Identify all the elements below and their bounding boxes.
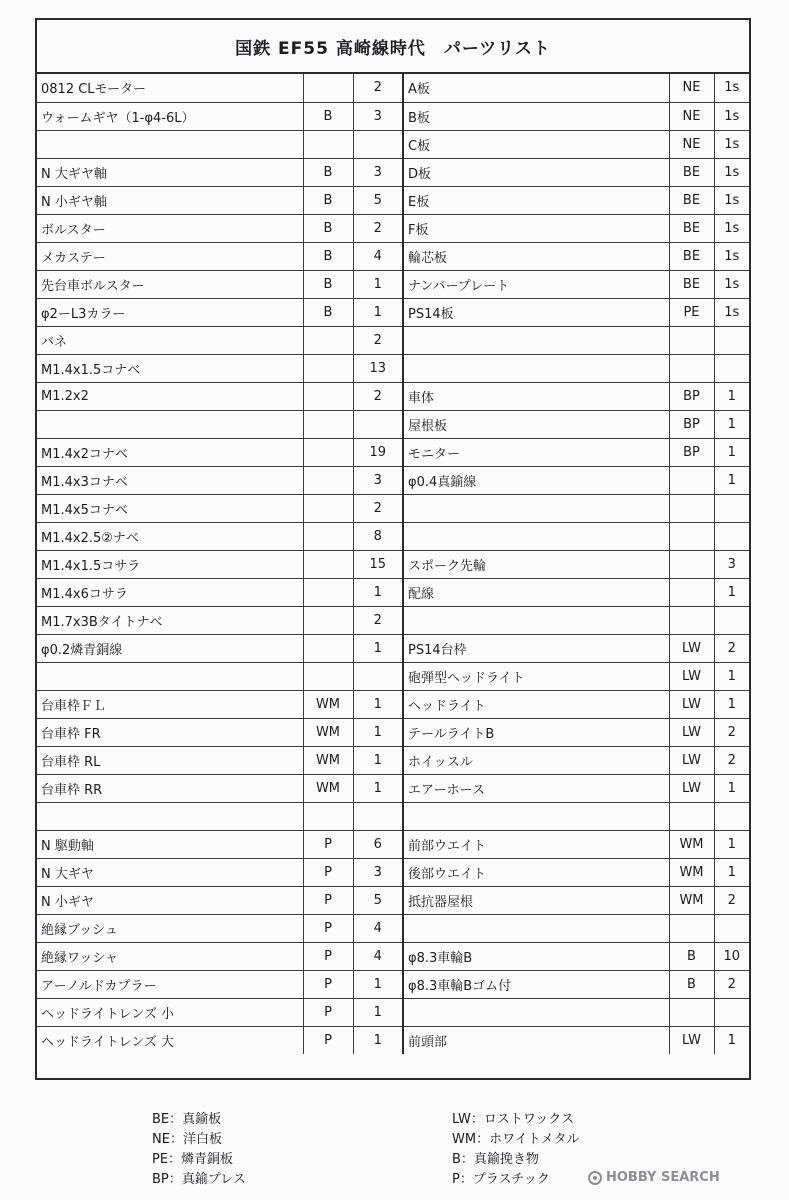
right-part-name: モニター <box>403 438 669 466</box>
right-part-qty <box>714 354 749 382</box>
left-part-material <box>303 606 353 634</box>
right-part-name: スポーク先輪 <box>403 550 669 578</box>
left-part-name <box>37 662 303 690</box>
right-part-qty: 1 <box>714 662 749 690</box>
parts-row <box>37 130 749 158</box>
right-part-name: 砲弾型ヘッドライト <box>403 662 669 690</box>
hobby-search-logo-icon <box>588 1171 602 1185</box>
right-part-qty: 1 <box>714 858 749 886</box>
right-part-name <box>403 494 669 522</box>
left-part-qty: 4 <box>353 242 403 270</box>
parts-list-sheet <box>35 18 751 1080</box>
right-part-qty <box>714 998 749 1026</box>
parts-row <box>37 102 749 130</box>
parts-row <box>37 550 749 578</box>
left-part-material: B <box>303 102 353 130</box>
right-part-name: エアーホース <box>403 774 669 802</box>
right-part-qty <box>714 494 749 522</box>
parts-row <box>37 998 749 1026</box>
right-part-qty: 2 <box>714 746 749 774</box>
parts-row <box>37 74 749 102</box>
left-part-material: P <box>303 914 353 942</box>
right-part-material: LW <box>669 662 714 690</box>
left-part-qty: 1 <box>353 718 403 746</box>
left-part-material: B <box>303 242 353 270</box>
left-part-qty: 5 <box>353 186 403 214</box>
left-part-qty: 3 <box>353 466 403 494</box>
legend-left-column <box>152 1110 246 1190</box>
left-part-material: P <box>303 942 353 970</box>
right-part-name <box>403 354 669 382</box>
left-part-material: P <box>303 830 353 858</box>
right-part-name <box>403 606 669 634</box>
left-part-qty: 1 <box>353 634 403 662</box>
left-part-name: ヘッドライトレンズ 大 <box>37 1026 303 1054</box>
left-part-qty: 1 <box>353 298 403 326</box>
left-part-material: WM <box>303 718 353 746</box>
parts-row <box>37 354 749 382</box>
right-part-material: BP <box>669 410 714 438</box>
left-part-name: メカステー <box>37 242 303 270</box>
parts-row <box>37 214 749 242</box>
right-part-material: LW <box>669 718 714 746</box>
left-part-material <box>303 354 353 382</box>
right-part-qty <box>714 326 749 354</box>
right-part-material: BP <box>669 438 714 466</box>
right-part-name: 車体 <box>403 382 669 410</box>
legend-item: WM：ホワイトメタル <box>452 1132 580 1147</box>
right-part-qty: 1s <box>714 298 749 326</box>
right-part-qty: 1 <box>714 578 749 606</box>
left-part-material: B <box>303 214 353 242</box>
left-part-material: WM <box>303 746 353 774</box>
left-part-material <box>303 410 353 438</box>
left-part-name: N 小ギヤ <box>37 886 303 914</box>
left-part-name: 台車枠 RR <box>37 774 303 802</box>
left-part-name: M1.4x6コサラ <box>37 578 303 606</box>
right-part-qty: 1s <box>714 214 749 242</box>
parts-row <box>37 718 749 746</box>
right-part-material: BE <box>669 158 714 186</box>
left-part-name: M1.4x1.5コサラ <box>37 550 303 578</box>
left-part-qty: 6 <box>353 830 403 858</box>
right-part-name: ホイッスル <box>403 746 669 774</box>
right-part-qty: 1s <box>714 242 749 270</box>
right-part-material <box>669 522 714 550</box>
left-part-material: B <box>303 298 353 326</box>
right-part-material: LW <box>669 634 714 662</box>
right-part-name: PS14板 <box>403 298 669 326</box>
parts-row <box>37 494 749 522</box>
parts-row <box>37 438 749 466</box>
left-part-material <box>303 578 353 606</box>
legend-right-column <box>452 1110 580 1190</box>
right-part-qty: 2 <box>714 634 749 662</box>
right-part-name: C板 <box>403 130 669 158</box>
left-part-qty: 1 <box>353 774 403 802</box>
right-part-qty <box>714 522 749 550</box>
right-part-name: F板 <box>403 214 669 242</box>
left-part-qty: 2 <box>353 606 403 634</box>
left-part-qty: 2 <box>353 74 403 102</box>
right-part-material: LW <box>669 774 714 802</box>
right-part-qty: 1 <box>714 438 749 466</box>
page-title: 国鉄 EF55 高崎線時代 パーツリスト <box>235 38 551 59</box>
right-part-qty: 1s <box>714 74 749 102</box>
left-part-material: B <box>303 186 353 214</box>
parts-row <box>37 298 749 326</box>
right-part-name: φ0.4真鍮線 <box>403 466 669 494</box>
parts-row <box>37 690 749 718</box>
left-part-qty <box>353 662 403 690</box>
left-part-qty: 1 <box>353 970 403 998</box>
left-part-material: P <box>303 970 353 998</box>
parts-row <box>37 746 749 774</box>
left-part-qty: 1 <box>353 270 403 298</box>
right-part-qty: 1 <box>714 1026 749 1054</box>
left-part-qty <box>353 130 403 158</box>
right-part-qty: 1 <box>714 690 749 718</box>
left-part-material <box>303 382 353 410</box>
left-part-name: 台車枠 RL <box>37 746 303 774</box>
right-part-name <box>403 326 669 354</box>
right-part-name <box>403 914 669 942</box>
parts-row <box>37 970 749 998</box>
right-part-material: NE <box>669 102 714 130</box>
left-part-name: M1.4x2.5②ナベ <box>37 522 303 550</box>
legend-item: B：真鍮挽き物 <box>452 1152 539 1167</box>
right-part-qty: 1 <box>714 382 749 410</box>
left-part-name: N 小ギヤ軸 <box>37 186 303 214</box>
right-part-name: テールライトB <box>403 718 669 746</box>
left-part-name: N 駆動軸 <box>37 830 303 858</box>
parts-row <box>37 886 749 914</box>
left-part-qty: 4 <box>353 914 403 942</box>
right-part-name: B板 <box>403 102 669 130</box>
left-part-qty: 1 <box>353 1026 403 1054</box>
right-part-qty: 1s <box>714 102 749 130</box>
right-part-material: BE <box>669 270 714 298</box>
legend-item: NE：洋白板 <box>152 1132 222 1147</box>
right-part-material <box>669 326 714 354</box>
left-part-name: M1.4x3コナベ <box>37 466 303 494</box>
right-part-qty: 10 <box>714 942 749 970</box>
right-part-name: ヘッドライト <box>403 690 669 718</box>
left-part-name: M1.4x5コナベ <box>37 494 303 522</box>
right-part-qty <box>714 802 749 830</box>
right-part-material: WM <box>669 830 714 858</box>
right-part-material: BP <box>669 382 714 410</box>
right-part-name <box>403 998 669 1026</box>
parts-row <box>37 942 749 970</box>
left-part-name: ボルスター <box>37 214 303 242</box>
right-part-material: BE <box>669 186 714 214</box>
right-part-name: 輪芯板 <box>403 242 669 270</box>
right-part-qty: 2 <box>714 718 749 746</box>
left-part-material <box>303 438 353 466</box>
right-part-name: φ8.3車輪Bゴム付 <box>403 970 669 998</box>
legend-item: BE：真鍮板 <box>152 1112 222 1127</box>
right-part-qty: 1s <box>714 270 749 298</box>
right-part-name: D板 <box>403 158 669 186</box>
right-part-material: BE <box>669 242 714 270</box>
right-part-name: φ8.3車輪B <box>403 942 669 970</box>
legend-item: PE：燐青銅板 <box>152 1152 234 1167</box>
left-part-material: P <box>303 886 353 914</box>
right-part-material <box>669 998 714 1026</box>
right-part-material <box>669 606 714 634</box>
left-part-qty: 3 <box>353 858 403 886</box>
parts-row <box>37 522 749 550</box>
right-part-material <box>669 494 714 522</box>
parts-row <box>37 662 749 690</box>
left-part-material <box>303 326 353 354</box>
left-part-name: M1.4x2コナベ <box>37 438 303 466</box>
left-part-name: 絶縁ワッシャ <box>37 942 303 970</box>
right-part-name: 配線 <box>403 578 669 606</box>
left-part-qty: 2 <box>353 214 403 242</box>
right-part-qty: 1s <box>714 158 749 186</box>
right-part-material <box>669 914 714 942</box>
parts-row <box>37 830 749 858</box>
right-part-qty: 1 <box>714 830 749 858</box>
parts-row <box>37 634 749 662</box>
left-part-material: P <box>303 998 353 1026</box>
right-part-name: 前部ウエイト <box>403 830 669 858</box>
right-part-qty: 1 <box>714 774 749 802</box>
right-part-material: WM <box>669 886 714 914</box>
left-part-name: ウォームギヤ（1-φ4-6L） <box>37 102 303 130</box>
right-part-qty <box>714 914 749 942</box>
right-part-qty: 2 <box>714 886 749 914</box>
legend-item: BP：真鍮プレス <box>152 1172 246 1187</box>
right-part-material: LW <box>669 1026 714 1054</box>
right-part-name <box>403 522 669 550</box>
left-part-name: ヘッドライトレンズ 小 <box>37 998 303 1026</box>
left-part-qty: 4 <box>353 942 403 970</box>
left-part-qty <box>353 410 403 438</box>
right-part-material <box>669 802 714 830</box>
title-box <box>37 20 749 74</box>
right-part-material <box>669 550 714 578</box>
parts-row <box>37 858 749 886</box>
right-part-name: E板 <box>403 186 669 214</box>
parts-row <box>37 774 749 802</box>
left-part-material <box>303 550 353 578</box>
parts-row <box>37 326 749 354</box>
parts-row <box>37 802 749 830</box>
left-part-material <box>303 802 353 830</box>
right-part-qty: 1s <box>714 130 749 158</box>
right-part-material <box>669 578 714 606</box>
right-part-material: WM <box>669 858 714 886</box>
parts-row <box>37 382 749 410</box>
right-part-material: NE <box>669 130 714 158</box>
right-part-material: B <box>669 942 714 970</box>
left-part-name: M1.2x2 <box>37 382 303 410</box>
parts-table <box>37 74 749 1054</box>
right-part-name: 屋根板 <box>403 410 669 438</box>
parts-row <box>37 186 749 214</box>
parts-row <box>37 410 749 438</box>
right-part-qty: 1s <box>714 186 749 214</box>
left-part-qty: 2 <box>353 494 403 522</box>
right-part-material: B <box>669 970 714 998</box>
left-part-qty: 1 <box>353 690 403 718</box>
left-part-material <box>303 522 353 550</box>
parts-row <box>37 466 749 494</box>
right-part-material <box>669 466 714 494</box>
left-part-material <box>303 74 353 102</box>
left-part-qty: 3 <box>353 158 403 186</box>
left-part-material: WM <box>303 774 353 802</box>
left-part-qty: 2 <box>353 382 403 410</box>
left-part-name <box>37 802 303 830</box>
left-part-name: M1.4x1.5コナベ <box>37 354 303 382</box>
left-part-name: M1.7x3Bタイトナベ <box>37 606 303 634</box>
right-part-qty: 2 <box>714 970 749 998</box>
right-part-material: NE <box>669 74 714 102</box>
right-part-material: LW <box>669 690 714 718</box>
right-part-material: PE <box>669 298 714 326</box>
right-part-name: 抵抗器屋根 <box>403 886 669 914</box>
right-part-name: PS14台枠 <box>403 634 669 662</box>
right-part-qty: 1 <box>714 410 749 438</box>
parts-row <box>37 914 749 942</box>
right-part-qty: 1 <box>714 466 749 494</box>
parts-row <box>37 158 749 186</box>
left-part-material <box>303 130 353 158</box>
right-part-qty: 3 <box>714 550 749 578</box>
right-part-material <box>669 354 714 382</box>
left-part-material: B <box>303 270 353 298</box>
left-part-qty: 1 <box>353 578 403 606</box>
left-part-qty: 13 <box>353 354 403 382</box>
left-part-qty <box>353 802 403 830</box>
right-part-qty <box>714 606 749 634</box>
left-part-name: N 大ギヤ <box>37 858 303 886</box>
right-part-name: A板 <box>403 74 669 102</box>
left-part-name <box>37 130 303 158</box>
left-part-name: バネ <box>37 326 303 354</box>
left-part-name <box>37 410 303 438</box>
left-part-material: P <box>303 1026 353 1054</box>
left-part-material <box>303 634 353 662</box>
left-part-name: 台車枠 FR <box>37 718 303 746</box>
left-part-material <box>303 466 353 494</box>
left-part-name: アーノルドカプラー <box>37 970 303 998</box>
right-part-material: BE <box>669 214 714 242</box>
legend-item: P：プラスチック <box>452 1172 550 1187</box>
left-part-material: P <box>303 858 353 886</box>
left-part-name: φ2ーL3カラー <box>37 298 303 326</box>
left-part-name: 先台車ボルスター <box>37 270 303 298</box>
left-part-qty: 1 <box>353 998 403 1026</box>
left-part-qty: 1 <box>353 746 403 774</box>
parts-row <box>37 270 749 298</box>
left-part-qty: 8 <box>353 522 403 550</box>
left-part-qty: 2 <box>353 326 403 354</box>
left-part-material <box>303 494 353 522</box>
parts-row <box>37 1026 749 1054</box>
left-part-name: 0812 CLモーター <box>37 74 303 102</box>
left-part-name: N 大ギヤ軸 <box>37 158 303 186</box>
watermark <box>588 1170 720 1185</box>
right-part-material: LW <box>669 746 714 774</box>
watermark-text: HOBBY SEARCH <box>606 1170 720 1185</box>
left-part-name: 絶縁ブッシュ <box>37 914 303 942</box>
right-part-name <box>403 802 669 830</box>
right-part-name: 前頭部 <box>403 1026 669 1054</box>
left-part-material: B <box>303 158 353 186</box>
left-part-material <box>303 662 353 690</box>
left-part-qty: 5 <box>353 886 403 914</box>
parts-row <box>37 242 749 270</box>
left-part-name: φ0.2燐青銅線 <box>37 634 303 662</box>
parts-row <box>37 606 749 634</box>
left-part-name: 台車枠ＦＬ <box>37 690 303 718</box>
left-part-qty: 19 <box>353 438 403 466</box>
right-part-name: ナンバープレート <box>403 270 669 298</box>
left-part-material: WM <box>303 690 353 718</box>
right-part-name: 後部ウエイト <box>403 858 669 886</box>
left-part-qty: 15 <box>353 550 403 578</box>
legend-item: LW：ロストワックス <box>452 1112 575 1127</box>
parts-row <box>37 578 749 606</box>
left-part-qty: 3 <box>353 102 403 130</box>
